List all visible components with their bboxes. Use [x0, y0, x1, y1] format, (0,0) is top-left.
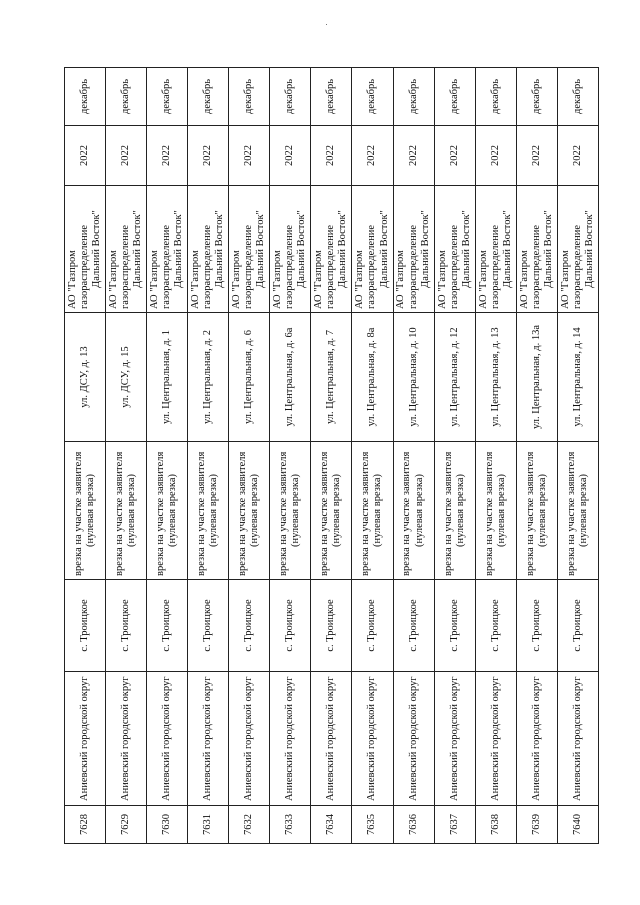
work-type-cell: [65, 442, 106, 580]
organization-branch: Дальний Восток": [214, 210, 226, 288]
work-type-cell: [475, 442, 516, 580]
organization-cell: [434, 186, 475, 313]
row-number: 7636: [407, 814, 419, 835]
work-type: врезка на участке заявителя: [401, 451, 413, 576]
address-cell: [106, 313, 147, 442]
municipality-cell: [516, 672, 557, 806]
organization: АО "Газпром газораспределение: [518, 224, 542, 309]
organization-cell: [147, 186, 188, 313]
organization-branch: Дальний Восток": [542, 210, 554, 288]
table-row: [65, 68, 106, 844]
month: декабрь: [530, 79, 542, 114]
year: 2022: [120, 145, 132, 166]
row-number: 7639: [530, 814, 542, 835]
row-number-cell: [65, 806, 106, 844]
settlement-cell: [106, 580, 147, 672]
organization: АО "Газпром газораспределение: [436, 224, 460, 309]
settlement-cell: [557, 580, 598, 672]
organization: АО "Газпром газораспределение: [190, 224, 214, 309]
work-type-cell: [270, 442, 311, 580]
address-cell: [434, 313, 475, 442]
organization: АО "Газпром газораспределение: [395, 224, 419, 309]
work-type-note: (нулевая врезка): [454, 474, 466, 547]
municipality-cell: [270, 672, 311, 806]
year-cell: [557, 126, 598, 186]
organization-branch: Дальний Восток": [173, 210, 185, 288]
work-type: врезка на участке заявителя: [319, 451, 331, 576]
row-number-cell: [516, 806, 557, 844]
address: ул. Центральная, д. 13: [489, 327, 501, 427]
month-cell: [393, 68, 434, 126]
municipality: Аниевский городской округ: [120, 676, 132, 801]
municipality-cell: [229, 672, 270, 806]
settlement: с. Троицкое: [407, 599, 419, 652]
month: декабрь: [489, 79, 501, 114]
work-type-note: (нулевая врезка): [577, 474, 589, 547]
municipality-cell: [557, 672, 598, 806]
organization-branch: Дальний Восток": [378, 210, 390, 288]
address: ул. Центральная, д. 10: [407, 327, 419, 427]
month: декабрь: [571, 79, 583, 114]
row-number: 7629: [120, 814, 132, 835]
row-number: 7628: [79, 814, 90, 835]
municipality-cell: [311, 672, 352, 806]
work-type-note: (нулевая врезка): [167, 474, 179, 547]
work-type-note: (нулевая врезка): [126, 474, 138, 547]
table-row: [229, 68, 270, 844]
work-type-note: (нулевая врезка): [413, 474, 425, 547]
address: ул. Центральная, д. 2: [202, 329, 214, 425]
organization: АО "Газпром газораспределение: [231, 224, 255, 309]
work-type: врезка на участке заявителя: [483, 451, 495, 576]
organization-cell: [65, 186, 106, 313]
table-row: [147, 68, 188, 844]
work-type-note: (нулевая врезка): [290, 474, 302, 547]
work-type-cell: [311, 442, 352, 580]
work-type-note: (нулевая врезка): [536, 474, 548, 547]
work-type-note: (нулевая врезка): [249, 474, 261, 547]
municipality-cell: [434, 672, 475, 806]
table-row: [270, 68, 311, 844]
municipality: Аниевский городской округ: [366, 676, 378, 801]
row-number-cell: [106, 806, 147, 844]
table-row: [557, 68, 598, 844]
organization-cell: [393, 186, 434, 313]
address: ул. Центральная, д. 1: [161, 329, 173, 425]
month: декабрь: [202, 79, 214, 114]
month: декабрь: [366, 79, 378, 114]
settlement-cell: [188, 580, 229, 672]
row-number: 7637: [448, 814, 460, 835]
organization-branch: Дальний Восток": [583, 210, 595, 288]
work-type-cell: [106, 442, 147, 580]
year: 2022: [530, 145, 542, 166]
year: 2022: [407, 145, 419, 166]
organization-cell: [516, 186, 557, 313]
settlement-cell: [311, 580, 352, 672]
work-type: врезка на участке заявителя: [72, 451, 84, 576]
settlement-cell: [65, 580, 106, 672]
address: ул. ДСУ, д. 13: [79, 346, 90, 408]
work-type-note: (нулевая врезка): [208, 474, 220, 547]
rotated-document-page: [64, 68, 599, 844]
municipality: Аниевский городской округ: [284, 676, 296, 801]
year-cell: [434, 126, 475, 186]
row-number: 7638: [489, 814, 501, 835]
municipality: Аниевский городской округ: [79, 676, 90, 801]
work-type-note: (нулевая врезка): [85, 474, 97, 547]
month-cell: [270, 68, 311, 126]
table-row: [516, 68, 557, 844]
municipality-cell: [393, 672, 434, 806]
address-cell: [557, 313, 598, 442]
month: декабрь: [325, 79, 337, 114]
address-cell: [229, 313, 270, 442]
year-cell: [311, 126, 352, 186]
month-cell: [557, 68, 598, 126]
organization-cell: [229, 186, 270, 313]
settlement-cell: [229, 580, 270, 672]
organization-cell: [311, 186, 352, 313]
month-cell: [311, 68, 352, 126]
municipality: Аниевский городской округ: [202, 676, 214, 801]
month: декабрь: [243, 79, 255, 114]
year-cell: [65, 126, 106, 186]
year: 2022: [489, 145, 501, 166]
settlement-cell: [393, 580, 434, 672]
month-cell: [475, 68, 516, 126]
work-type-cell: [516, 442, 557, 580]
address: ул. Центральная, д. 12: [448, 327, 460, 427]
year: 2022: [571, 145, 583, 166]
work-type-cell: [188, 442, 229, 580]
table-row: [434, 68, 475, 844]
month: декабрь: [448, 79, 460, 114]
row-number: 7634: [325, 814, 337, 835]
year-cell: [270, 126, 311, 186]
scan-speck: [326, 24, 327, 25]
table-body: [65, 68, 599, 844]
work-type: врезка на участке заявителя: [155, 451, 167, 576]
municipality-cell: [106, 672, 147, 806]
table-row: [106, 68, 147, 844]
settlement: с. Троицкое: [325, 599, 337, 652]
organization-cell: [188, 186, 229, 313]
address: ул. Центральная, д. 13а: [530, 325, 542, 430]
year-cell: [475, 126, 516, 186]
organization: АО "Газпром газораспределение: [313, 224, 337, 309]
settlement: с. Троицкое: [243, 599, 255, 652]
organization-cell: [106, 186, 147, 313]
year-cell: [188, 126, 229, 186]
municipality-cell: [65, 672, 106, 806]
organization-branch: Дальний Восток": [132, 210, 144, 288]
settlement: с. Троицкое: [202, 599, 214, 652]
work-type: врезка на участке заявителя: [524, 451, 536, 576]
municipality-cell: [147, 672, 188, 806]
organization: АО "Газпром газораспределение: [108, 224, 132, 309]
organization: АО "Газпром газораспределение: [149, 224, 173, 309]
year: 2022: [243, 145, 255, 166]
year-cell: [393, 126, 434, 186]
address-cell: [393, 313, 434, 442]
year: 2022: [325, 145, 337, 166]
month: декабрь: [161, 79, 173, 114]
settlement-cell: [352, 580, 393, 672]
row-number-cell: [557, 806, 598, 844]
organization-cell: [270, 186, 311, 313]
settlement: с. Троицкое: [489, 599, 501, 652]
row-number-cell: [311, 806, 352, 844]
row-number-cell: [229, 806, 270, 844]
address: ул. Центральная, д. 14: [571, 327, 583, 427]
work-type: врезка на участке заявителя: [114, 451, 126, 576]
address-cell: [270, 313, 311, 442]
municipality: Аниевский городской округ: [530, 676, 542, 801]
address-cell: [147, 313, 188, 442]
year: 2022: [366, 145, 378, 166]
month-cell: [229, 68, 270, 126]
year: 2022: [284, 145, 296, 166]
settlement: с. Троицкое: [448, 599, 460, 652]
work-type: врезка на участке заявителя: [278, 451, 290, 576]
month-cell: [352, 68, 393, 126]
year: 2022: [202, 145, 214, 166]
organization: АО "Газпром газораспределение: [477, 224, 501, 309]
row-number-cell: [352, 806, 393, 844]
organization: АО "Газпром газораспределение: [559, 224, 583, 309]
table-row: [475, 68, 516, 844]
settlement-cell: [270, 580, 311, 672]
month-cell: [65, 68, 106, 126]
address-cell: [311, 313, 352, 442]
settlement-cell: [516, 580, 557, 672]
address-cell: [65, 313, 106, 442]
settlement: с. Троицкое: [571, 599, 583, 652]
organization-cell: [557, 186, 598, 313]
row-number-cell: [434, 806, 475, 844]
municipality: Аниевский городской округ: [448, 676, 460, 801]
year: 2022: [448, 145, 460, 166]
work-type: врезка на участке заявителя: [442, 451, 454, 576]
year-cell: [352, 126, 393, 186]
gas-connection-table: [64, 67, 599, 844]
settlement: с. Троицкое: [366, 599, 378, 652]
address: ул. ДСУ, д. 15: [120, 346, 132, 408]
address-cell: [475, 313, 516, 442]
work-type-note: (нулевая врезка): [331, 474, 343, 547]
row-number: 7635: [366, 814, 378, 835]
row-number: 7640: [571, 814, 583, 835]
work-type: врезка на участке заявителя: [565, 451, 577, 576]
month-cell: [434, 68, 475, 126]
settlement: с. Троицкое: [284, 599, 296, 652]
year: 2022: [79, 145, 90, 166]
address: ул. Центральная, д. 8а: [366, 327, 378, 427]
work-type-cell: [434, 442, 475, 580]
organization-branch: Дальний Восток": [255, 210, 267, 288]
address: ул. Центральная, д. 7: [325, 329, 337, 425]
address: ул. Центральная, д. 6: [243, 329, 255, 425]
month: декабрь: [79, 79, 90, 114]
address-cell: [188, 313, 229, 442]
row-number: 7630: [161, 814, 173, 835]
organization-branch: Дальний Восток": [460, 210, 472, 288]
organization-cell: [352, 186, 393, 313]
year: 2022: [161, 145, 173, 166]
organization-branch: Дальний Восток": [501, 210, 513, 288]
organization-branch: Дальний Восток": [337, 210, 349, 288]
work-type: врезка на участке заявителя: [196, 451, 208, 576]
row-number-cell: [188, 806, 229, 844]
work-type-cell: [147, 442, 188, 580]
settlement: с. Троицкое: [79, 599, 90, 652]
settlement: с. Троицкое: [120, 599, 132, 652]
work-type-cell: [557, 442, 598, 580]
month-cell: [516, 68, 557, 126]
month-cell: [147, 68, 188, 126]
month-cell: [106, 68, 147, 126]
municipality: Аниевский городской округ: [489, 676, 501, 801]
month: декабрь: [120, 79, 132, 114]
work-type-cell: [393, 442, 434, 580]
organization-cell: [475, 186, 516, 313]
table-row: [352, 68, 393, 844]
settlement-cell: [434, 580, 475, 672]
settlement-cell: [475, 580, 516, 672]
organization-branch: Дальний Восток": [296, 210, 308, 288]
municipality-cell: [475, 672, 516, 806]
row-number-cell: [393, 806, 434, 844]
row-number: 7631: [202, 814, 214, 835]
settlement-cell: [147, 580, 188, 672]
organization-branch: Дальний Восток": [419, 210, 431, 288]
row-number-cell: [270, 806, 311, 844]
municipality-cell: [188, 672, 229, 806]
municipality: Аниевский городской округ: [243, 676, 255, 801]
month-cell: [188, 68, 229, 126]
work-type-note: (нулевая врезка): [372, 474, 384, 547]
organization: АО "Газпром газораспределение: [354, 224, 378, 309]
row-number-cell: [147, 806, 188, 844]
work-type-cell: [229, 442, 270, 580]
year-cell: [106, 126, 147, 186]
table-row: [393, 68, 434, 844]
municipality-cell: [352, 672, 393, 806]
work-type: врезка на участке заявителя: [360, 451, 372, 576]
year-cell: [516, 126, 557, 186]
organization: АО "Газпром газораспределение: [66, 224, 90, 309]
municipality: Аниевский городской округ: [161, 676, 173, 801]
row-number: 7632: [243, 814, 255, 835]
municipality: Аниевский городской округ: [325, 676, 337, 801]
table-row: [311, 68, 352, 844]
municipality: Аниевский городской округ: [571, 676, 583, 801]
month: декабрь: [284, 79, 296, 114]
settlement: с. Троицкое: [530, 599, 542, 652]
settlement: с. Троицкое: [161, 599, 173, 652]
work-type-note: (нулевая врезка): [495, 474, 507, 547]
year-cell: [229, 126, 270, 186]
year-cell: [147, 126, 188, 186]
organization: АО "Газпром газораспределение: [272, 224, 296, 309]
row-number: 7633: [284, 814, 296, 835]
work-type: врезка на участке заявителя: [237, 451, 249, 576]
work-type-cell: [352, 442, 393, 580]
organization-branch: Дальний Восток": [91, 210, 103, 288]
address-cell: [516, 313, 557, 442]
address-cell: [352, 313, 393, 442]
month: декабрь: [407, 79, 419, 114]
row-number-cell: [475, 806, 516, 844]
table-row: [188, 68, 229, 844]
address: ул. Центральная, д. 6а: [284, 327, 296, 427]
municipality: Аниевский городской округ: [407, 676, 419, 801]
